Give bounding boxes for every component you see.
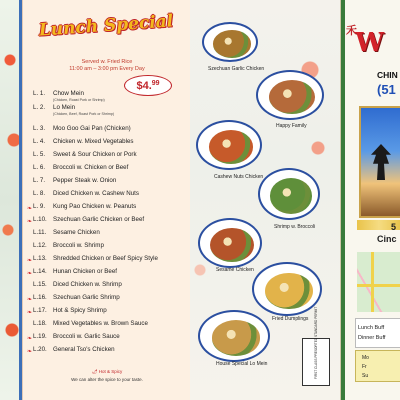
item-code: L.11. <box>33 229 47 236</box>
hot-spicy-label: Hot & Spicy <box>98 369 123 374</box>
dinner-buffet-label: Dinner Buff <box>358 335 386 341</box>
lunch-special-panel <box>22 0 192 400</box>
hours-line-2: Fr <box>362 364 367 370</box>
dish-label: Sesame Chicken <box>216 267 254 273</box>
pepper-icon: ❧ <box>27 349 33 355</box>
item-name: Moo Goo Gai Pan (Chicken) <box>53 125 131 132</box>
item-code: L. 2. <box>33 104 46 111</box>
item-name: Mixed Vegetables w. Brown Sauce <box>53 320 148 327</box>
item-name: Broccoli w. Garlic Sauce <box>53 333 120 340</box>
hours-line-1: Mo <box>362 355 369 361</box>
item-code: L.16. <box>33 294 47 301</box>
item-name: Diced Chicken w. Cashew Nuts <box>53 190 139 197</box>
dish-photo <box>258 168 320 220</box>
item-name: General Tso's Chicken <box>53 346 115 353</box>
pepper-icon: ❧ <box>27 336 33 342</box>
plate <box>256 70 324 120</box>
food-photo-panel <box>190 0 340 400</box>
food <box>270 178 312 213</box>
hours-text: 11:00 am – 3:00 pm Every Day <box>69 66 145 72</box>
item-code: L.13. <box>33 255 47 262</box>
menu-item <box>27 306 191 319</box>
item-name: Sesame Chicken <box>53 229 100 236</box>
plate <box>252 262 322 316</box>
cover-chinese-mark: 禾 <box>346 25 357 37</box>
dish-photo <box>198 310 270 362</box>
menu-item <box>27 228 191 241</box>
dish-label: Szechuan Garlic Chicken <box>208 66 265 72</box>
item-name: Hunan Chicken or Beef <box>53 268 117 275</box>
plate <box>258 168 320 220</box>
menu-item <box>27 176 191 189</box>
postage-text: FIRST CLASS PRESORTED STANDARD PERMIT <box>314 306 318 379</box>
menu-item <box>27 137 191 150</box>
item-code: L.20. <box>33 346 47 353</box>
item-code: L. 6. <box>33 164 46 171</box>
pagoda-icon <box>371 144 391 180</box>
menu-item <box>27 332 191 345</box>
dish-label: House Special Lo Mein <box>216 361 268 367</box>
menu-item <box>27 202 191 215</box>
pepper-icon: ❧ <box>27 271 33 277</box>
address-line-2: Cinc <box>377 234 397 244</box>
restaurant-phone: (51 <box>377 82 396 97</box>
hours-line-3: Su <box>362 373 369 379</box>
item-code: L.18. <box>33 320 47 327</box>
dish-photo <box>202 22 258 62</box>
plate <box>198 218 262 268</box>
buffet-box <box>355 318 400 348</box>
plate <box>198 310 270 362</box>
pepper-icon: ❧ <box>27 258 33 264</box>
item-name: Broccoli w. Chicken or Beef <box>53 164 129 171</box>
item-code: L.17. <box>33 307 47 314</box>
food <box>212 320 261 355</box>
menu-title: Lunch Special <box>38 11 174 41</box>
pepper-icon: ❧ <box>27 297 33 303</box>
menu-item <box>27 189 191 202</box>
pepper-icon: ❧ <box>27 219 33 225</box>
price-cents: 99 <box>151 80 160 87</box>
item-name: Lo Mein <box>53 104 76 111</box>
dish-label: Fried Dumplings <box>272 316 309 322</box>
restaurant-subtitle: CHIN <box>377 70 398 80</box>
menu-item <box>27 293 191 306</box>
item-name: Szechuan Garlic Shrimp <box>53 294 120 301</box>
item-code: L.12. <box>33 242 47 249</box>
item-name: Pepper Steak w. Onion <box>53 177 117 184</box>
dish-photo <box>196 120 262 170</box>
item-code: L. 5. <box>33 151 46 158</box>
cover-side-band <box>341 0 345 400</box>
item-code: L. 9. <box>33 203 46 210</box>
item-code: L. 1. <box>33 90 46 97</box>
pepper-icon: ❧ <box>27 206 33 212</box>
pagoda-photo <box>359 106 400 218</box>
menu-item <box>27 215 191 228</box>
menu-item <box>27 254 191 267</box>
hours-box <box>355 350 400 382</box>
item-name: Kung Pao Chicken w. Peanuts <box>53 203 137 210</box>
served-with-text: Served w. Fried Rice <box>81 59 133 65</box>
pepper-icon: ❧ <box>27 310 33 316</box>
address-line-1: 5 <box>391 222 397 232</box>
restaurant-name: W <box>355 28 384 58</box>
price-dollars: $4. <box>136 79 152 92</box>
menu-item <box>27 267 191 280</box>
item-name: Szechuan Garlic Chicken or Beef <box>53 216 145 223</box>
left-art-panel <box>0 0 22 400</box>
plate <box>202 22 258 62</box>
hot-spicy-legend <box>23 369 191 375</box>
item-code: L. 3. <box>33 125 46 132</box>
dish-photo <box>252 262 322 316</box>
food <box>269 80 315 114</box>
item-code: L.14. <box>33 268 47 275</box>
menu-item <box>27 150 191 163</box>
menu-item <box>27 124 191 137</box>
plate <box>196 120 262 170</box>
item-name: Diced Chicken w. Shrimp <box>53 281 122 288</box>
item-name: Chow Mein <box>53 90 84 97</box>
pepper-icon: 🌶︎ <box>91 369 98 374</box>
item-name: Broccoli w. Shrimp <box>53 242 104 249</box>
item-code: L.10. <box>33 216 47 223</box>
item-name: Shredded Chicken or Beef Spicy Style <box>53 255 158 262</box>
menu-item <box>27 280 191 293</box>
menu-item <box>27 89 191 102</box>
item-code: L.19. <box>33 333 47 340</box>
item-name: Sweet & Sour Chicken or Pork <box>53 151 137 158</box>
food <box>210 228 254 262</box>
lunch-buffet-label: Lunch Buff <box>358 325 385 331</box>
food <box>209 130 254 164</box>
menu-footer <box>23 369 191 382</box>
menu-item <box>27 163 191 176</box>
postage-box <box>302 306 330 386</box>
item-note: (Chicken, Beef, Roast Pork or Shrimp) <box>53 112 115 116</box>
menu-item <box>27 241 191 254</box>
dish-photo <box>198 218 262 268</box>
menu-item <box>27 319 191 332</box>
item-note: (Chicken, Roast Pork or Shrimp) <box>53 98 105 102</box>
menu-item <box>27 103 191 116</box>
dish-label: Happy Family <box>276 123 307 129</box>
item-code: L. 8. <box>33 190 46 197</box>
dish-photo <box>256 70 324 120</box>
item-code: L. 7. <box>33 177 46 184</box>
item-code: L.15. <box>33 281 47 288</box>
cover-panel <box>340 0 400 400</box>
spice-note: We can alter the spice to your taste. <box>71 377 143 382</box>
location-map <box>357 252 400 312</box>
item-name: Chicken w. Mixed Vegetables <box>53 138 134 145</box>
dish-label: Shrimp w. Broccoli <box>274 224 316 230</box>
item-code: L. 4. <box>33 138 46 145</box>
food <box>265 273 313 310</box>
food <box>213 30 251 57</box>
menu-item <box>27 345 191 358</box>
item-name: Hot & Spicy Shrimp <box>53 307 107 314</box>
dish-label: Cashew Nuts Chicken <box>214 174 264 180</box>
